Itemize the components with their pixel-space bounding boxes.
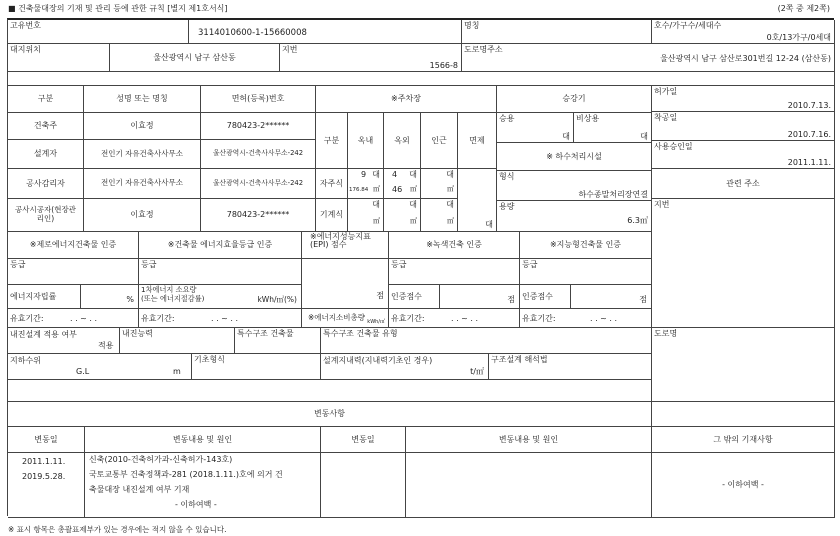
change-text-2: 국토교통부 건축정책과-281 (2018.1.11.)호에 의거 건 (89, 470, 283, 479)
related-lot-label: 지번 (654, 200, 670, 209)
sewage-type-value: 하수종말처리장연결 (578, 189, 648, 199)
sewage-type-cell (497, 171, 652, 201)
efficiency-valid-blank: . . ~ . . (211, 314, 239, 323)
lot-label: 지번 (282, 45, 298, 54)
supervisor-name: 전인기 자유건축사사무소 (84, 169, 201, 199)
other-notes-cell (652, 453, 835, 518)
seismic-capacity-cell (120, 328, 235, 354)
parking-type-header: 구분 (316, 113, 348, 169)
mech-nearby-area-unit: ㎡ (447, 217, 454, 225)
green-score-label: 인증점수 (391, 292, 422, 301)
self-outdoor-unit: 대 (409, 170, 417, 179)
green-score-cell (389, 285, 520, 309)
smart-score-label: 인증점수 (522, 292, 553, 301)
spacer-row-2 (8, 380, 652, 402)
site-value: 울산광역시 남구 삼산동 (110, 44, 280, 72)
epi-score-unit: 점 (376, 291, 384, 300)
self-indoor-area: 176.84 (349, 187, 369, 193)
page-number: (2쪽 중 제2쪽) (777, 4, 830, 13)
green-score-unit: 점 (507, 295, 515, 304)
parking-self-nearby (421, 169, 458, 199)
primary-energy-cell (139, 285, 302, 309)
green-grade-cell (389, 259, 520, 285)
mech-indoor-unit: 대 (372, 200, 380, 209)
efficiency-valid-label: 유효기간: (141, 314, 175, 323)
energy-rate-divider (80, 284, 81, 309)
change-dates-cell (8, 453, 85, 518)
role-designer: 설계자 (8, 140, 84, 169)
people-type-header: 구분 (8, 86, 84, 113)
analysis-label: 구조설계 해석법 (491, 355, 548, 364)
elevator-emergency-cell (574, 113, 652, 143)
groundwater-label: 지하수위 (10, 356, 41, 365)
smart-score-cell (520, 285, 652, 309)
special-structure-label: 특수구조 건축물 (237, 329, 294, 338)
parking-nearby-header: 인근 (421, 113, 458, 169)
self-indoor-count: 9 (361, 170, 367, 179)
parking-outdoor-header: 옥외 (384, 113, 421, 169)
change-contents-cell (85, 453, 321, 518)
energy-use-label: ※에너지소비총량 (308, 313, 365, 322)
epi-score-cell (302, 259, 389, 309)
zero-energy-header: ※제로에너지건축물 인증 (8, 232, 139, 259)
seismic-capacity-label: 내진능력 (122, 329, 153, 338)
building-name-cell (462, 20, 652, 44)
spacer-row (8, 72, 835, 86)
efficiency-valid-cell (139, 309, 302, 328)
units-value: 0호/13가구/0세대 (766, 32, 831, 42)
change-date-header-2: 변동일 (321, 427, 406, 453)
related-lot-cell (652, 199, 835, 328)
elevator-emergency-label: 비상용 (576, 114, 600, 123)
foundation-cell (192, 354, 321, 380)
changes-title-side (652, 402, 835, 427)
bearing-cell (321, 354, 489, 380)
people-license-header: 면허(등록)번호 (201, 86, 316, 113)
unique-no-value: 3114010600-1-15660008 (198, 28, 307, 38)
mech-indoor-area-unit: ㎡ (373, 217, 380, 225)
role-supervisor: 공사감리자 (8, 169, 84, 199)
parking-exempt-header: 면제 (458, 113, 497, 169)
contractor-name: 이효정 (84, 199, 201, 232)
exempt-unit: 대 (485, 219, 493, 229)
groundwater-cell (8, 354, 192, 380)
units-cell (652, 20, 835, 44)
elevator-passenger-cell (497, 113, 574, 143)
change-content-header-2: 변동내용 및 원인 (406, 427, 652, 453)
groundwater-value: G.L (76, 367, 90, 376)
start-date-label: 착공일 (654, 113, 678, 122)
unique-no-value-cell (189, 20, 462, 44)
change-contents-cell-2 (406, 453, 652, 518)
designer-license: 울산광역시-건축사사무소-242 (201, 140, 316, 169)
lot-value: 1566-8 (429, 60, 458, 70)
self-outdoor-area: 46 (392, 185, 403, 194)
site-label-cell (8, 44, 110, 72)
lot-cell (280, 44, 462, 72)
approval-date-label: 사용승인일 (654, 142, 693, 151)
supervisor-license: 울산광역시-건축사사무소-242 (201, 169, 316, 199)
bearing-label: 설계지내력(지내력기초인 경우) (323, 356, 433, 365)
sewage-capacity-value: 6.3㎥ (627, 215, 648, 225)
related-road-label: 도로명 (654, 329, 678, 338)
role-contractor: 공사시공자(현장관리인) (8, 199, 84, 232)
parking-exempt-cell (458, 169, 497, 232)
zero-energy-valid-cell (8, 309, 139, 328)
smart-header: ※지능형건축물 인증 (520, 232, 652, 259)
contractor-license: 780423-2****** (201, 199, 316, 232)
smart-valid-label: 유효기간: (522, 314, 556, 323)
smart-score-divider (570, 284, 571, 309)
owner-license: 780423-2****** (201, 113, 316, 140)
approval-date-value: 2011.1.11. (787, 157, 831, 167)
footer-note: ※ 표시 항목은 총괄표제부가 있는 경우에는 적지 않을 수 있습니다. (8, 525, 227, 534)
green-grade-label: 등급 (391, 260, 407, 269)
green-valid-blank: . . ~ . . (451, 314, 479, 323)
green-valid-label: 유효기간: (391, 314, 425, 323)
parking-mech-label: 기계식 (316, 199, 348, 232)
self-nearby-unit: 대 (446, 170, 454, 179)
parking-self-indoor (348, 169, 384, 199)
mech-nearby-unit: 대 (446, 200, 454, 209)
zero-energy-grade-label: 등급 (10, 260, 26, 269)
foundation-label: 기초형식 (194, 355, 225, 364)
smart-valid-blank: . . ~ . . (590, 314, 618, 323)
sewage-capacity-cell (497, 201, 652, 232)
road-address-cell (462, 44, 835, 72)
change-date-1: 2011.1.11. (22, 457, 66, 466)
people-name-header: 성명 또는 명칭 (84, 86, 201, 113)
smart-grade-cell (520, 259, 652, 285)
special-structure-cell (235, 328, 321, 354)
change-text-1: 신축(2010-건축허가과-신축허가-143호) (89, 455, 233, 464)
parking-indoor-header: 옥내 (348, 113, 384, 169)
road-value: 울산광역시 남구 삼산로301번길 12-24 (삼산동) (660, 53, 831, 63)
parking-self-outdoor (384, 169, 421, 199)
smart-grade-label: 등급 (522, 260, 538, 269)
efficiency-grade-label: 등급 (141, 260, 157, 269)
form-title: ■ 건축물대장의 기재 및 관리 등에 관한 규칙 [별지 제1호서식] (8, 4, 228, 13)
elevator-emergency-unit: 대 (640, 131, 648, 141)
energy-rate-unit: % (126, 295, 134, 304)
efficiency-grade-cell (139, 259, 302, 285)
related-address-header: 관련 주소 (652, 169, 835, 199)
seismic-design-value: 적용 (98, 341, 114, 350)
start-date-value: 2010.7.16. (787, 129, 831, 139)
seismic-design-cell (8, 328, 120, 354)
mech-outdoor-unit: 대 (409, 200, 417, 209)
mech-outdoor-area-unit: ㎡ (410, 217, 417, 225)
permit-date-cell (652, 86, 835, 112)
change-date-header: 변동일 (8, 427, 85, 453)
smart-valid-cell (520, 309, 652, 328)
start-date-cell (652, 112, 835, 141)
groundwater-unit: m (173, 367, 181, 376)
energy-rate-cell (8, 285, 139, 309)
change-content-header: 변동내용 및 원인 (85, 427, 321, 453)
green-header: ※녹색건축 인증 (389, 232, 520, 259)
change-text-3: 축물대장 내진설계 여부 기재 (89, 485, 190, 494)
permit-date-label: 허가일 (654, 87, 678, 96)
zero-energy-grade-cell (8, 259, 139, 285)
efficiency-header: ※건축물 에너지효율등급 인증 (139, 232, 302, 259)
energy-rate-label: 에너지자립률 (10, 292, 57, 301)
parking-mech-nearby (421, 199, 458, 232)
analysis-cell (489, 354, 652, 380)
owner-name: 이효정 (84, 113, 201, 140)
parking-mech-indoor (348, 199, 384, 232)
primary-energy-label1: 1차에너지 소요량 (141, 285, 197, 294)
register-sheet (7, 18, 834, 516)
zero-energy-valid-label: 유효기간: (10, 314, 44, 323)
other-notes-value: - 이하여백 - (722, 480, 764, 490)
self-indoor-area-unit: ㎡ (373, 185, 380, 193)
green-score-divider (439, 284, 440, 309)
related-road-cell (652, 328, 835, 402)
self-nearby-area-unit: ㎡ (447, 185, 454, 193)
smart-score-unit: 점 (639, 295, 647, 304)
unique-no-cell (8, 20, 307, 44)
change-dates-cell-2 (321, 453, 406, 518)
sewage-title: ※ 하수처리시설 (497, 143, 652, 171)
building-name-label: 명칭 (464, 21, 480, 30)
changes-title: 변동사항 (8, 402, 652, 427)
designer-name: 전인기 자유건축사사무소 (84, 140, 201, 169)
epi-header: ※에너지성능지표(EPI) 점수 (302, 232, 389, 259)
energy-use-unit: kWh/㎡ (367, 319, 385, 325)
special-type-cell (321, 328, 652, 354)
bearing-unit: t/㎡ (470, 367, 484, 376)
site-label: 대지위치 (10, 45, 41, 54)
parking-title: ※주차장 (316, 86, 497, 113)
parking-self-label: 자주식 (316, 169, 348, 199)
self-outdoor-count: 4 (392, 170, 398, 179)
role-owner: 건축주 (8, 113, 84, 140)
elevator-passenger-unit: 대 (562, 131, 570, 141)
self-outdoor-area-unit: ㎡ (410, 185, 417, 193)
sewage-capacity-label: 용량 (499, 202, 515, 211)
change-date-2: 2019.5.28. (22, 472, 66, 481)
sewage-type-label: 형식 (499, 172, 515, 181)
primary-energy-label2: (또는 에너지절감률) (141, 294, 205, 303)
elevator-passenger-label: 승용 (499, 114, 515, 123)
primary-energy-unit: kWh/㎡(%) (257, 295, 297, 304)
units-label: 호수/가구수/세대수 (654, 21, 722, 30)
approval-date-cell (652, 141, 835, 169)
other-notes-header: 그 밖의 기재사항 (652, 427, 835, 453)
elevator-title: 승강기 (497, 86, 652, 113)
special-type-label: 특수구조 건축물 유형 (323, 329, 398, 338)
green-valid-cell (389, 309, 520, 328)
energy-use-cell (302, 309, 389, 328)
zero-energy-valid-blank: . . ~ . . (70, 314, 98, 323)
unique-no-label: 고유번호 (10, 21, 41, 30)
permit-date-value: 2010.7.13. (787, 100, 831, 110)
change-text-end: - 이하여백 - (175, 500, 217, 509)
parking-mech-outdoor (384, 199, 421, 232)
seismic-design-label: 내진설계 적용 여부 (10, 330, 77, 339)
road-label: 도로명주소 (464, 45, 503, 54)
self-indoor-unit: 대 (372, 170, 380, 179)
